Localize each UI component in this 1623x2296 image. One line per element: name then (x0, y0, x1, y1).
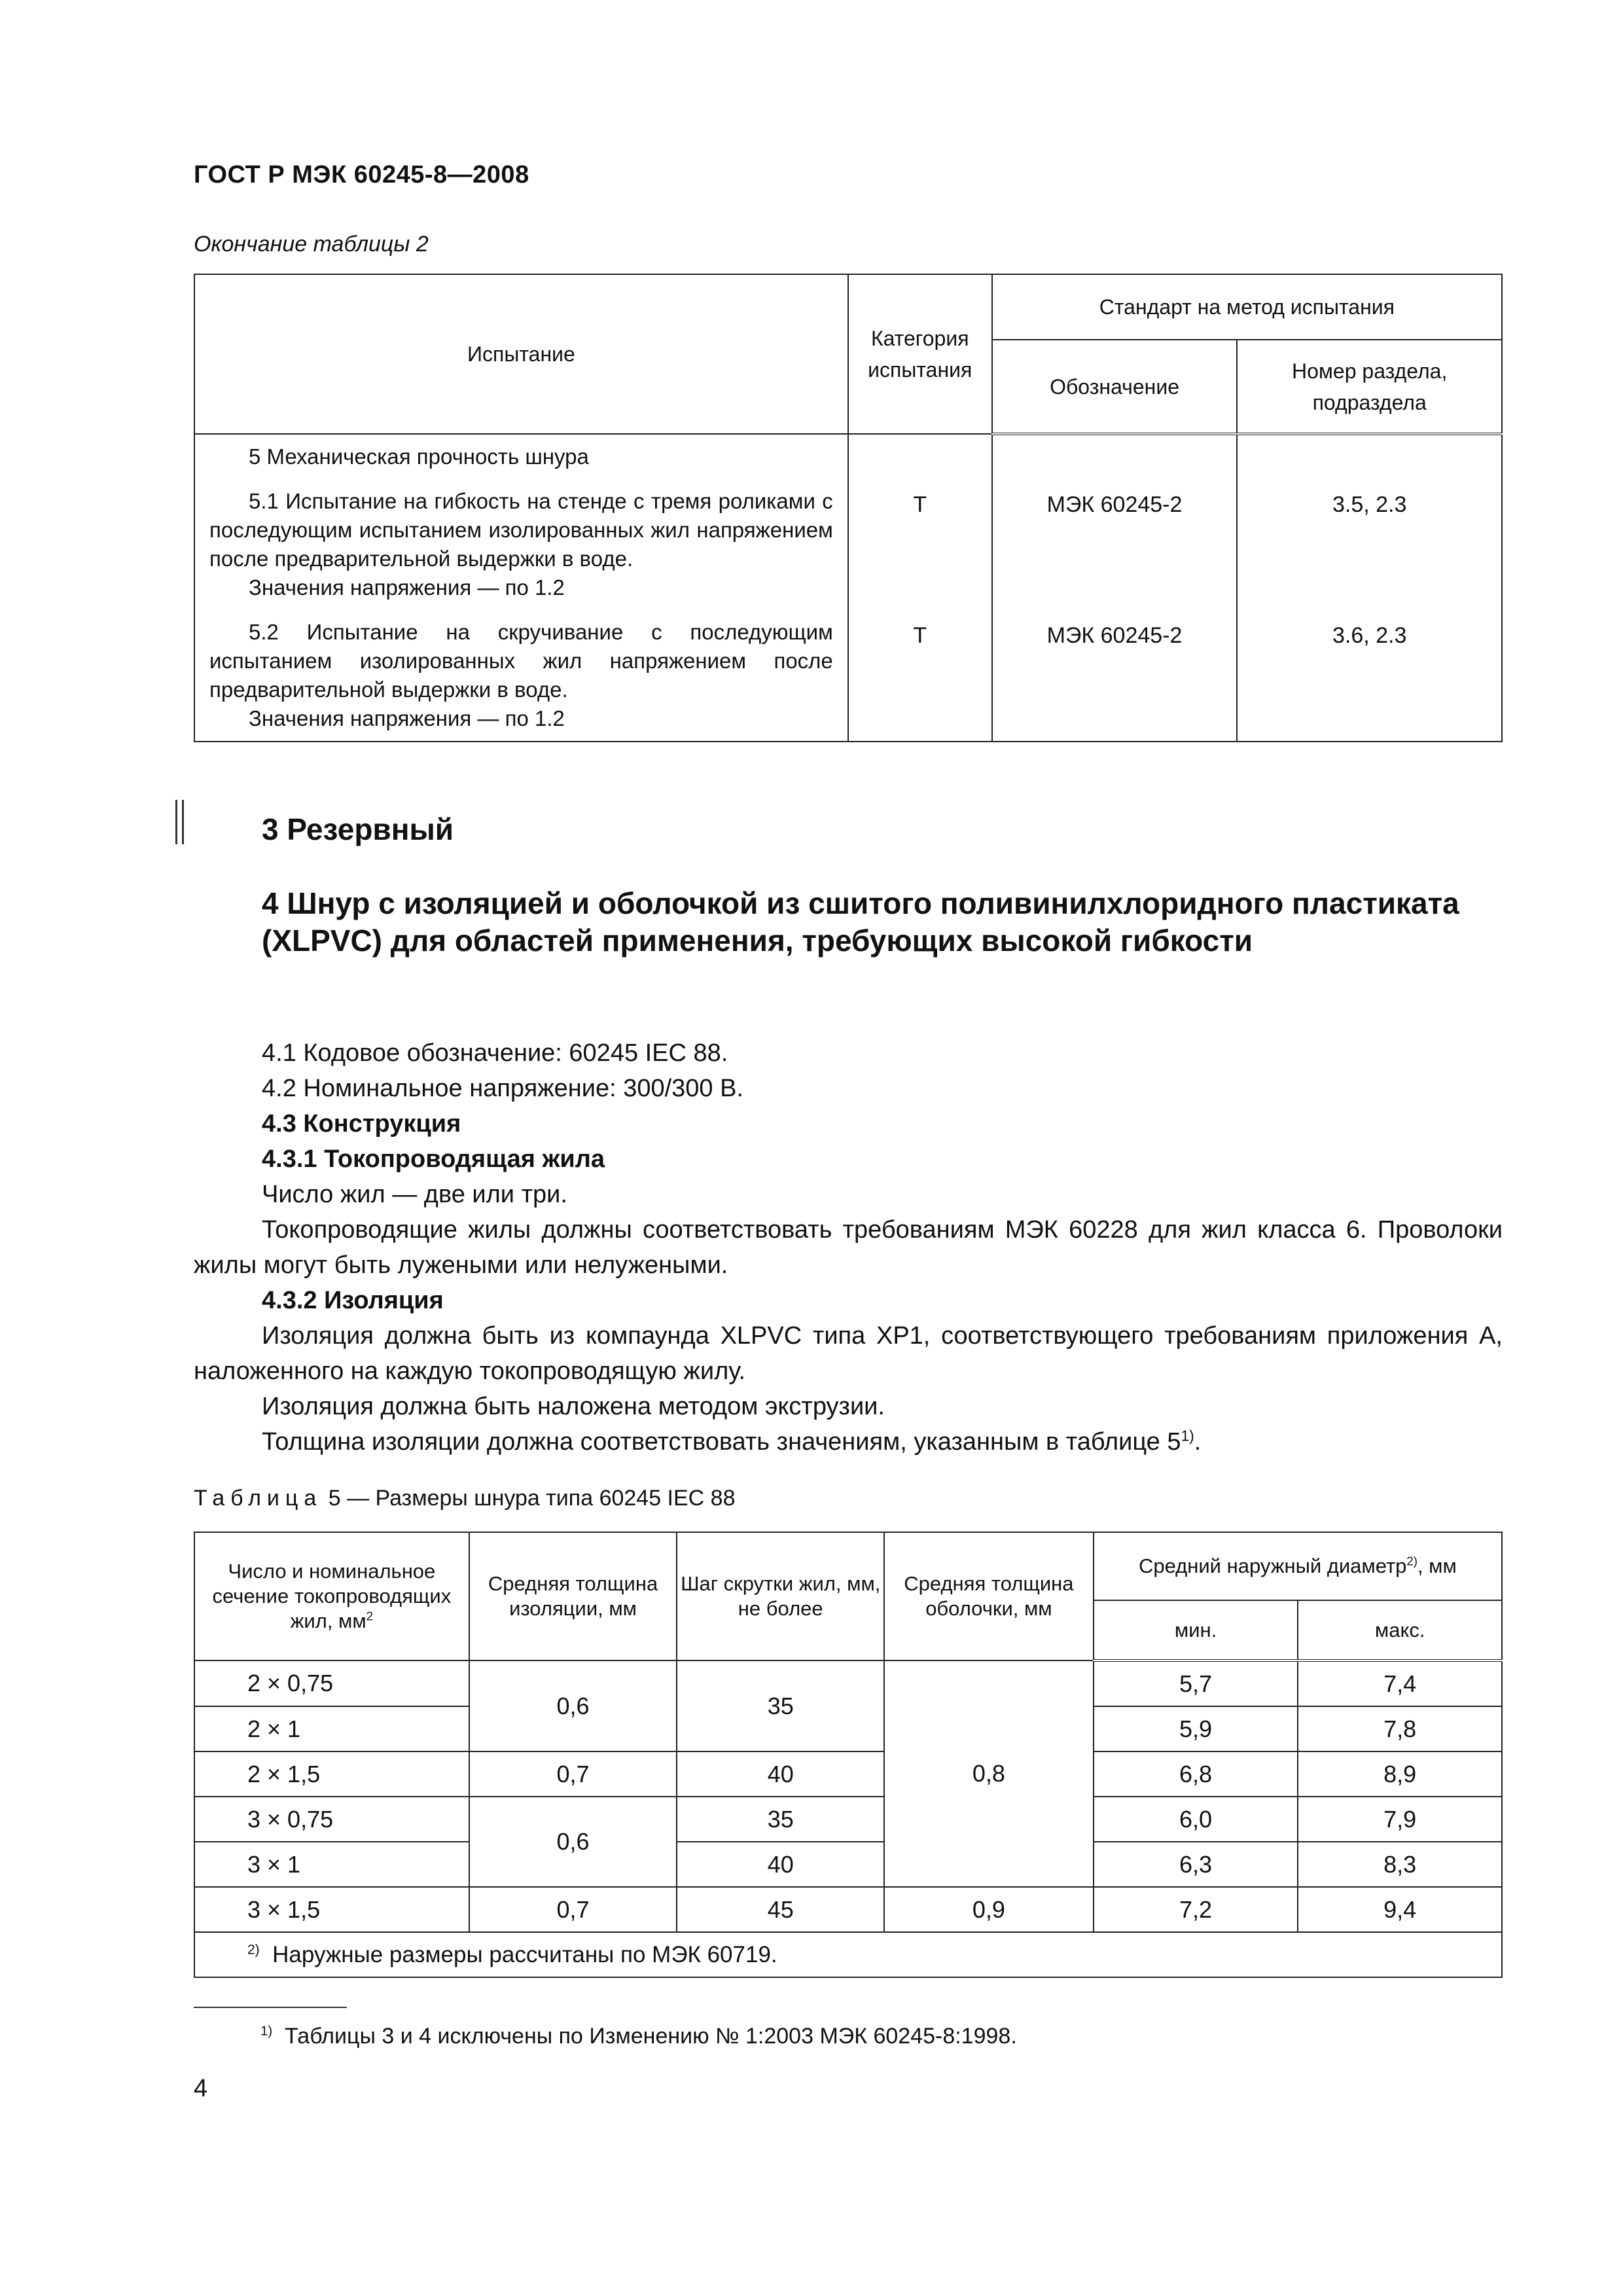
col-header-lay: Шаг скрутки жил, мм, не более (677, 1532, 884, 1660)
cell-min: 5,9 (1094, 1706, 1298, 1751)
cell-section: 3.6, 2.3 (1237, 610, 1502, 742)
col-header-insulation: Средняя толщина изоляции, мм (469, 1532, 677, 1660)
table-row (194, 1751, 1502, 1797)
footnote: $^{1)}$ Таблицы 3 и 4 исключены по Изменению № 1:2003 МЭК 60245-8:1998. (260, 2024, 1017, 2049)
footnote-ref: 1) (1181, 1427, 1194, 1444)
table-row (194, 610, 848, 742)
test-description: 5.2 Испытание на скручивание с последующим испытанием изолированных жил напряжением после предварительной выдержки в воде. (209, 620, 833, 702)
cell-max: 7,8 (1298, 1706, 1502, 1751)
cell-max: 8,3 (1298, 1842, 1502, 1887)
change-bar (175, 800, 177, 844)
table-note: $^{2)}$ Наружные размеры рассчитаны по МЭК 60719. (194, 1932, 1502, 1977)
footnote-divider (194, 2007, 347, 2008)
table-row (194, 479, 848, 610)
table-row (194, 1887, 1502, 1932)
para-voltage: 4.2 Номинальное напряжение: 300/300 В. (262, 1075, 744, 1102)
table-5 (194, 1532, 1503, 1978)
cell-lay: 45 (677, 1887, 884, 1932)
table-row (194, 1797, 1502, 1842)
cell-min: 6,8 (1094, 1751, 1298, 1797)
table2-caption: Окончание таблицы 2 (194, 232, 429, 257)
cell-insulation: 0,7 (469, 1887, 677, 1932)
para-conductors: Токопроводящие жилы должны соответствовать требованиям МЭК 60228 для жил класса 6. Проволоки жилы могут быть лужеными или нелужеными. (194, 1216, 1503, 1279)
cell-max: 7,9 (1298, 1797, 1502, 1842)
col-header-test: Испытание (194, 274, 848, 434)
document-header: ГОСТ Р МЭК 60245-8—2008 (194, 161, 529, 188)
col-header-max: макс. (1298, 1600, 1502, 1660)
cell-cores: 2 × 0,75 (194, 1660, 469, 1706)
subsection-insulation: 4.3.2 Изоляция (262, 1287, 444, 1314)
section-3-title: 3 Резервный (262, 812, 454, 846)
table-2 (194, 274, 1503, 742)
cell-min: 6,3 (1094, 1842, 1298, 1887)
cell-cores: 3 × 1,5 (194, 1887, 469, 1932)
subsection-construction: 4.3 Конструкция (262, 1110, 461, 1138)
cell-section: 3.5, 2.3 (1237, 479, 1502, 610)
cell-lay: 40 (677, 1842, 884, 1887)
cell-max: 8,9 (1298, 1751, 1502, 1797)
cell-sheath: 0,9 (884, 1887, 1094, 1932)
para-insulation-compound: Изоляция должна быть из компаунда XLPVC типа XP1, соответствующего требованиям приложения А, наложенного на каждую токопроводящую жилу. (194, 1322, 1503, 1385)
para-cores: Число жил — две или три. (262, 1181, 567, 1208)
col-header-sheath: Средняя толщина оболочки, мм (884, 1532, 1094, 1660)
para-thickness: Толщина изоляции должна соответствовать значениям, указанным в таблице 5$^{1)}$. (262, 1427, 1202, 1456)
cell-cores: 3 × 0,75 (194, 1797, 469, 1842)
cell-cores: 2 × 1,5 (194, 1751, 469, 1797)
cell-min: 5,7 (1094, 1660, 1298, 1706)
cell-max: 7,4 (1298, 1660, 1502, 1706)
cell-max: 9,4 (1298, 1887, 1502, 1932)
test-note: Значения напряжения — по 1.2 (249, 706, 565, 730)
subsection-conductor: 4.3.1 Токопроводящая жила (262, 1145, 605, 1173)
cell-insulation: 0,6 (469, 1797, 677, 1887)
test-note: Значения напряжения — по 1.2 (249, 575, 565, 600)
cell-designation: МЭК 60245-2 (992, 610, 1238, 742)
section-4-title: 4 Шнур с изоляцией и оболочкой из сшитого поливинилхлоридного пластиката (XLPVC) для областей применения, требующих высокой гибкости (262, 886, 1459, 958)
col-header-cores: Число и номинальное сечение токопроводящих жил, $мм^2$ (194, 1532, 469, 1660)
col-header-designation: Обозначение (992, 340, 1238, 434)
cell-insulation: 0,6 (469, 1660, 677, 1751)
table-row (194, 1842, 1502, 1887)
cell-sheath: 0,8 (884, 1660, 1094, 1887)
col-header-min: мин. (1094, 1600, 1298, 1660)
table5-caption: Таблица 5 — Размеры шнура типа 60245 IEC 88 (194, 1486, 736, 1511)
section-4-body (194, 1035, 1503, 1460)
cell-insulation: 0,7 (469, 1751, 677, 1797)
table-row (194, 1660, 1502, 1706)
cell-cores: 3 × 1 (194, 1842, 469, 1887)
group-title: 5 Механическая прочность шнура (249, 444, 589, 469)
col-header-section: Номер раздела, подраздела (1237, 340, 1502, 434)
cell-designation: МЭК 60245-2 (992, 479, 1238, 610)
cell-lay: 35 (677, 1660, 884, 1751)
cell-min: 6,0 (1094, 1797, 1298, 1842)
col-header-category: Категория испытания (848, 274, 992, 434)
table-row-group-title (194, 434, 848, 479)
para-extrusion: Изоляция должна быть наложена методом экструзии. (262, 1393, 885, 1420)
col-header-standard: Стандарт на метод испытания (992, 274, 1502, 340)
para-code: 4.1 Кодовое обозначение: 60245 IEC 88. (262, 1039, 728, 1067)
page-number: 4 (194, 2075, 208, 2102)
cell-min: 7,2 (1094, 1887, 1298, 1932)
col-header-diameter: Средний наружный диаметр$^{2)}$, мм (1094, 1532, 1502, 1600)
test-description: 5.1 Испытание на гибкость на стенде с тремя роликами с последующим испытанием изолированных жил напряжением после предварительной выдержки в воде. (209, 489, 833, 571)
cell-category: Т (848, 610, 992, 742)
cell-category: Т (848, 479, 992, 610)
cell-cores: 2 × 1 (194, 1706, 469, 1751)
cell-lay: 35 (677, 1797, 884, 1842)
cell-lay: 40 (677, 1751, 884, 1797)
change-bar (182, 800, 184, 844)
